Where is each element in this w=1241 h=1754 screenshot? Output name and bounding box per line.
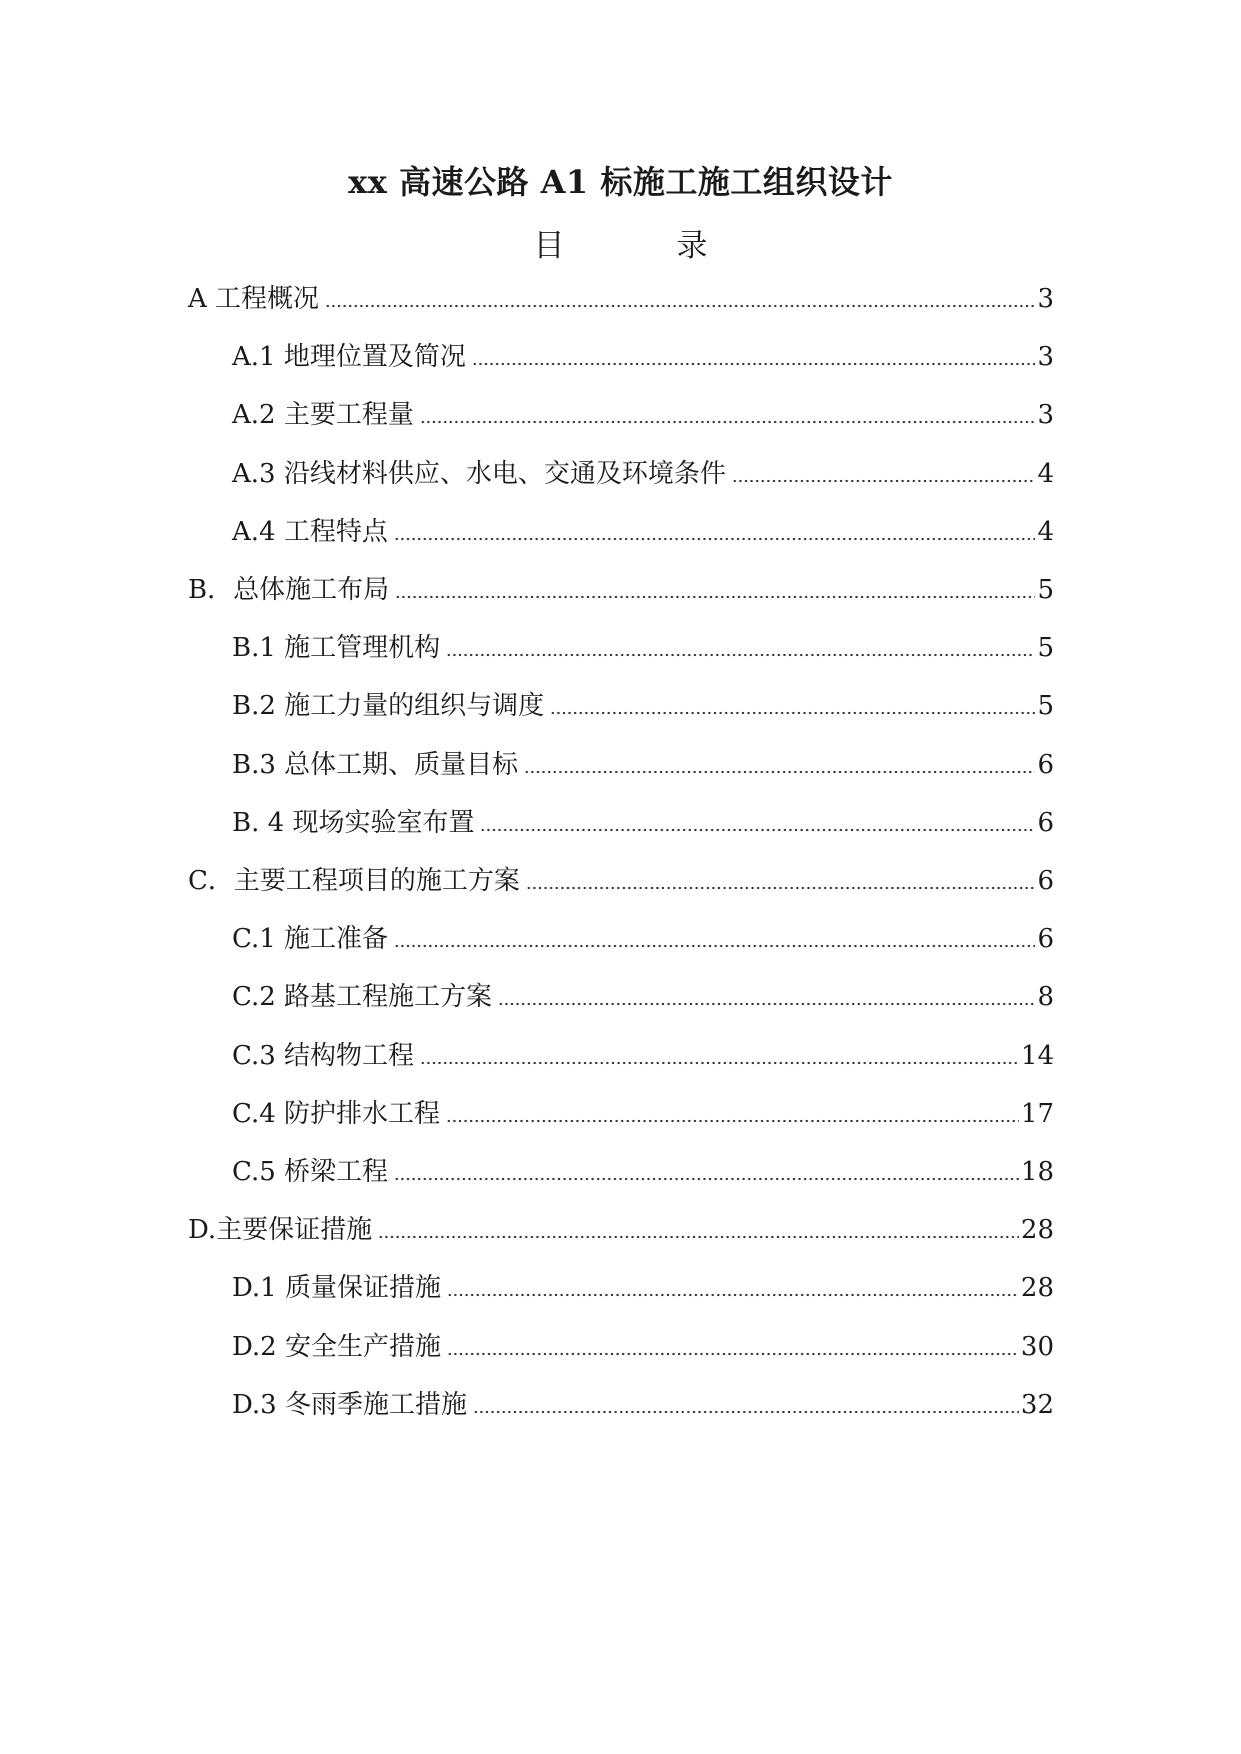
toc-heading <box>0 224 1241 268</box>
toc-dot-leader <box>473 1410 1019 1414</box>
toc-dot-leader <box>447 1293 1019 1297</box>
toc-entry-title: B.1 施工管理机构 <box>232 633 441 664</box>
toc-page-number: 3 <box>1037 284 1054 314</box>
toc-entry-title: A.3 沿线材料供应、水电、交通及环境条件 <box>232 458 726 489</box>
toc-entry-title: D.2 安全生产措施 <box>232 1331 441 1362</box>
toc-page-number: 3 <box>1037 342 1054 373</box>
toc-dot-leader <box>446 1119 1019 1123</box>
toc-dot-leader <box>394 1177 1019 1181</box>
document-title: xx 高速公路 A1 标施工施工组织设计 <box>348 163 893 201</box>
toc-section-entry[interactable] <box>232 1033 1054 1073</box>
toc-dot-leader <box>420 1061 1019 1065</box>
toc-dot-leader <box>732 479 1036 483</box>
toc-entry-title: C．主要工程项目的施工方案 <box>188 866 520 896</box>
toc-section-entry[interactable] <box>232 974 1054 1014</box>
toc-section-entry[interactable] <box>232 1265 1054 1305</box>
toc-entry-title: C.3 结构物工程 <box>232 1040 415 1071</box>
toc-page-number: 4 <box>1037 458 1054 489</box>
toc-entry-title: B. 4 现场实验室布置 <box>232 807 475 838</box>
toc-dot-leader <box>524 770 1035 774</box>
toc-entry-title: C.5 桥梁工程 <box>232 1157 389 1187</box>
toc-entry-title: A.4 工程特点 <box>232 516 388 547</box>
toc-page-number: 17 <box>1020 1098 1054 1129</box>
toc-page-number: 8 <box>1037 982 1054 1013</box>
toc-section-entry[interactable] <box>232 1149 1054 1189</box>
toc-page-number: 32 <box>1020 1389 1054 1420</box>
toc-entry-title: C.4 防护排水工程 <box>232 1098 441 1129</box>
toc-page-number: 5 <box>1037 633 1054 664</box>
toc-page-number: 4 <box>1037 516 1054 547</box>
toc-section-entry[interactable] <box>232 1091 1054 1131</box>
toc-chapter-entry[interactable] <box>188 858 1054 898</box>
toc-page-number: 6 <box>1037 807 1054 838</box>
toc-page-number: 14 <box>1020 1040 1054 1071</box>
toc-entry-title: D.主要保证措施 <box>188 1215 373 1246</box>
toc-entry-title: A.1 地理位置及简况 <box>232 342 466 373</box>
toc-section-entry[interactable] <box>232 392 1054 432</box>
toc-dot-leader <box>526 886 1036 890</box>
toc-page-number: 5 <box>1037 575 1054 605</box>
toc-dot-leader <box>394 537 1036 541</box>
toc-page-number: 6 <box>1037 866 1054 896</box>
toc-page-number: 28 <box>1020 1273 1054 1304</box>
toc-entry-title: B.3 总体工期、质量目标 <box>232 749 519 780</box>
toc-dot-leader <box>394 944 1035 948</box>
toc-page-number: 6 <box>1037 924 1054 955</box>
toc-chapter-entry[interactable] <box>188 276 1054 316</box>
toc-dot-leader <box>498 1002 1035 1006</box>
toc-page-number: 28 <box>1020 1215 1054 1246</box>
toc-dot-leader <box>378 1235 1019 1239</box>
toc-page-number: 18 <box>1020 1157 1054 1187</box>
toc-dot-leader <box>395 595 1035 599</box>
toc-dot-leader <box>472 362 1036 366</box>
toc-entry-title: D.3 冬雨季施工措施 <box>232 1389 467 1420</box>
toc-section-entry[interactable] <box>232 451 1054 491</box>
toc-dot-leader <box>325 304 1035 308</box>
toc-dot-leader <box>446 653 1035 657</box>
toc-section-entry[interactable] <box>232 334 1054 374</box>
toc-page-number: 30 <box>1020 1331 1054 1362</box>
toc-entry-title: D.1 质量保证措施 <box>232 1273 441 1304</box>
toc-section-entry[interactable] <box>232 509 1054 549</box>
toc-entry-title: C.1 施工准备 <box>232 924 389 955</box>
toc-section-entry[interactable] <box>232 683 1054 723</box>
toc-chapter-entry[interactable] <box>188 1207 1054 1247</box>
toc-dot-leader <box>420 420 1036 424</box>
toc-section-entry[interactable] <box>232 742 1054 782</box>
toc-dot-leader <box>550 711 1035 715</box>
toc-entry-title: B．总体施工布局 <box>188 575 390 605</box>
toc-page-number: 3 <box>1037 400 1054 431</box>
toc-section-entry[interactable] <box>232 1324 1054 1364</box>
toc-section-entry[interactable] <box>232 916 1054 956</box>
toc-section-entry[interactable] <box>232 1382 1054 1422</box>
toc-page-number: 5 <box>1037 691 1054 722</box>
toc-entry-title: A.2 主要工程量 <box>232 400 414 431</box>
toc-entry-title: B.2 施工力量的组织与调度 <box>232 691 545 722</box>
toc-dot-leader <box>480 828 1035 832</box>
toc-entry-title: A 工程概况 <box>188 284 320 314</box>
toc-dot-leader <box>447 1352 1019 1356</box>
toc-section-entry[interactable] <box>232 625 1054 665</box>
toc-chapter-entry[interactable] <box>188 567 1054 607</box>
toc-entry-title: C.2 路基工程施工方案 <box>232 982 493 1013</box>
toc-heading-right: 录 <box>676 228 708 264</box>
toc-section-entry[interactable] <box>232 800 1054 840</box>
toc-heading-left: 目 <box>533 228 565 264</box>
toc-page-number: 6 <box>1037 749 1054 780</box>
